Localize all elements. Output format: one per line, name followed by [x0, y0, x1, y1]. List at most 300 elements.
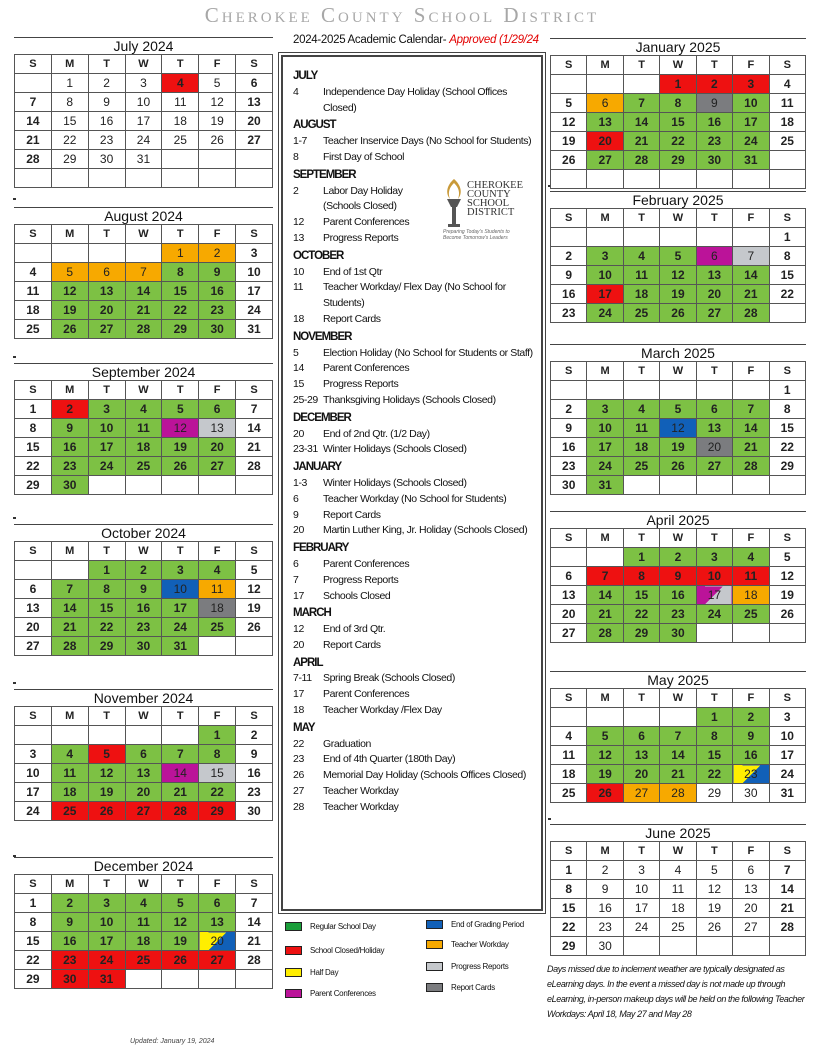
weekday-label: S: [15, 542, 52, 561]
weekday-label: T: [623, 362, 659, 381]
event-text: End of 1st Qtr: [323, 265, 383, 278]
empty-cell: [236, 476, 273, 495]
divider-mark: [548, 818, 551, 820]
day-cell: 15: [162, 282, 199, 301]
day-cell: 5: [199, 74, 236, 93]
day-cell: 1: [696, 708, 732, 727]
day-cell: 11: [551, 746, 587, 765]
month-title: June 2025: [550, 824, 806, 841]
empty-cell: [587, 548, 623, 567]
day-cell: 14: [162, 764, 199, 783]
day-cell: 19: [551, 132, 587, 151]
day-cell: 5: [236, 561, 273, 580]
day-cell: 28: [587, 624, 623, 643]
event-date: 12: [293, 216, 304, 229]
inclement-weather-note: Days missed due to inclement weather are typically designated as eLearning days. In the event a missed day is not made up through eLearning, in-person makeup days will be held on the following Teacher Workdays: April 18, May 27 and May 28: [547, 964, 805, 1019]
day-cell: 3: [696, 548, 732, 567]
month-title: July 2024: [14, 37, 273, 54]
day-cell: 29: [162, 320, 199, 339]
day-cell: 20: [15, 618, 52, 637]
weekday-label: F: [733, 529, 769, 548]
week-row: [551, 113, 806, 132]
event-item: [293, 573, 533, 589]
legend-swatch: [426, 940, 443, 949]
day-cell: 2: [199, 244, 236, 263]
day-cell: 27: [199, 951, 236, 970]
day-cell: 7: [587, 567, 623, 586]
day-cell: 11: [162, 93, 199, 112]
day-cell: 29: [769, 457, 805, 476]
weekday-label: T: [696, 689, 732, 708]
day-cell: 20: [125, 783, 162, 802]
legend-item-teacher-workday: Teacher Workday: [426, 940, 509, 949]
day-cell: 19: [162, 932, 199, 951]
day-cell: 29: [623, 624, 659, 643]
day-cell: 21: [660, 765, 696, 784]
week-row: [551, 457, 806, 476]
day-cell: 11: [660, 880, 696, 899]
day-cell: 8: [696, 727, 732, 746]
day-cell: 13: [587, 113, 623, 132]
day-cell: 5: [162, 894, 199, 913]
month-calendar-march-2025: [550, 344, 806, 495]
day-cell: 19: [199, 112, 236, 131]
event-text: Report Cards: [323, 508, 381, 521]
day-cell: 25: [51, 802, 88, 821]
empty-cell: [587, 381, 623, 400]
empty-cell: [236, 150, 273, 169]
empty-cell: [125, 476, 162, 495]
day-cell: 10: [15, 764, 52, 783]
day-cell: 3: [236, 244, 273, 263]
day-cell: 21: [623, 132, 659, 151]
day-cell: 21: [15, 131, 52, 150]
day-cell: 1: [623, 548, 659, 567]
event-text: Winter Holidays (Schools Closed): [323, 443, 467, 456]
day-cell: 17: [733, 113, 769, 132]
day-cell: 24: [623, 918, 659, 937]
day-cell: 26: [162, 951, 199, 970]
day-cell: 24: [587, 304, 623, 323]
month-grid: [14, 54, 273, 188]
event-text: Parent Conferences: [323, 362, 410, 375]
day-cell: 9: [551, 419, 587, 438]
day-cell: 3: [162, 561, 199, 580]
day-cell: 20: [623, 765, 659, 784]
day-cell: 28: [51, 637, 88, 656]
event-date: 18: [293, 312, 304, 325]
day-cell: 18: [51, 783, 88, 802]
weekday-label: F: [199, 875, 236, 894]
day-cell: 10: [125, 93, 162, 112]
day-cell: 24: [88, 457, 125, 476]
day-cell: 4: [125, 894, 162, 913]
day-cell: 6: [88, 263, 125, 282]
day-cell: 4: [125, 400, 162, 419]
weekday-label: T: [88, 875, 125, 894]
day-cell: 5: [551, 94, 587, 113]
empty-cell: [162, 150, 199, 169]
weekday-label: F: [733, 842, 769, 861]
weekday-label: T: [162, 55, 199, 74]
event-item: [293, 508, 533, 524]
event-text: Progress Reports: [323, 231, 399, 244]
empty-cell: [51, 169, 88, 188]
day-cell: 22: [696, 765, 732, 784]
day-cell: 30: [88, 150, 125, 169]
day-cell: 13: [199, 419, 236, 438]
day-cell: 16: [88, 112, 125, 131]
week-row: [15, 74, 273, 93]
day-cell: 2: [551, 400, 587, 419]
week-row: [551, 381, 806, 400]
week-row: [15, 783, 273, 802]
day-cell: 13: [236, 93, 273, 112]
day-cell: 26: [696, 918, 732, 937]
day-cell: 1: [88, 561, 125, 580]
event-text: Independence Day Holiday (School Offices Closed): [323, 85, 508, 114]
day-cell: 4: [199, 561, 236, 580]
academic-calendar-title: [293, 34, 553, 46]
month-title: December 2024: [14, 857, 273, 874]
day-cell: 9: [660, 567, 696, 586]
event-text: Parent Conferences: [323, 688, 410, 701]
day-cell: 24: [769, 765, 805, 784]
event-month-heading-february: FEBRUARY: [293, 542, 349, 555]
day-cell: 4: [51, 745, 88, 764]
weekday-label: S: [551, 362, 587, 381]
day-cell: 10: [88, 913, 125, 932]
weekday-label: S: [15, 381, 52, 400]
month-calendar-november-2024: [14, 689, 273, 821]
legend-item-end-of-grading-period: End of Grading Period: [426, 920, 524, 929]
day-cell: 10: [733, 94, 769, 113]
day-cell: 10: [769, 727, 805, 746]
day-cell: 9: [51, 913, 88, 932]
empty-cell: [15, 561, 52, 580]
event-text: Winter Holidays (Schools Closed): [323, 476, 467, 489]
day-cell: 18: [623, 438, 659, 457]
event-item: [293, 703, 533, 719]
day-cell: 13: [199, 913, 236, 932]
weekday-label: M: [587, 362, 623, 381]
month-title: April 2025: [550, 511, 806, 528]
weekday-label: S: [236, 381, 273, 400]
day-cell: 16: [51, 932, 88, 951]
weekday-label: T: [88, 707, 125, 726]
day-cell: 18: [769, 113, 805, 132]
weekday-label: M: [587, 689, 623, 708]
day-cell: 7: [769, 861, 805, 880]
event-text: Labor Day Holiday (Schools Closed): [323, 184, 403, 213]
day-cell: 19: [587, 765, 623, 784]
weekday-header-row: [551, 529, 806, 548]
day-cell: 4: [769, 75, 805, 94]
weekday-label: M: [51, 381, 88, 400]
day-cell: 17: [162, 599, 199, 618]
day-cell: 20: [236, 112, 273, 131]
empty-cell: [15, 74, 52, 93]
day-cell: 23: [660, 605, 696, 624]
legend-swatch: [285, 922, 302, 931]
day-cell: 20: [587, 132, 623, 151]
day-cell: 5: [162, 400, 199, 419]
day-cell: 7: [733, 400, 769, 419]
day-cell: 17: [88, 438, 125, 457]
day-cell: 8: [769, 247, 805, 266]
day-cell: 31: [88, 970, 125, 989]
weekday-header-row: [551, 56, 806, 75]
weekday-label: T: [696, 529, 732, 548]
day-cell: 22: [199, 783, 236, 802]
day-cell: 31: [733, 151, 769, 170]
month-title: May 2025: [550, 671, 806, 688]
day-cell: 2: [51, 894, 88, 913]
day-cell: 22: [769, 285, 805, 304]
day-cell: 15: [696, 746, 732, 765]
day-cell: 2: [551, 247, 587, 266]
divider-mark: [13, 517, 16, 519]
event-date: 20: [293, 638, 304, 651]
weekday-label: S: [236, 707, 273, 726]
day-cell: 27: [15, 637, 52, 656]
day-cell: 12: [162, 913, 199, 932]
event-date: 2: [293, 184, 299, 197]
day-cell: 10: [587, 419, 623, 438]
weekday-label: W: [125, 875, 162, 894]
month-calendar-june-2025: [550, 824, 806, 956]
day-cell: 28: [162, 802, 199, 821]
weekday-label: W: [660, 209, 696, 228]
day-cell: 8: [660, 94, 696, 113]
day-cell: 22: [15, 951, 52, 970]
legend-item-school-closed: School Closed/Holiday: [285, 946, 384, 955]
day-cell: 14: [623, 113, 659, 132]
day-cell: 17: [125, 112, 162, 131]
weekday-header-row: [15, 542, 273, 561]
day-cell: 20: [733, 899, 769, 918]
empty-cell: [696, 624, 732, 643]
day-cell: 8: [623, 567, 659, 586]
day-cell: 19: [88, 783, 125, 802]
event-item: [293, 589, 533, 605]
empty-cell: [125, 726, 162, 745]
day-cell: 25: [551, 784, 587, 803]
legend-swatch: [426, 920, 443, 929]
week-row: [15, 599, 273, 618]
day-cell: 18: [733, 586, 769, 605]
day-cell: 4: [15, 263, 52, 282]
day-cell: 11: [15, 282, 52, 301]
event-date: 20: [293, 427, 304, 440]
day-cell: 7: [660, 727, 696, 746]
event-text: Teacher Workday: [323, 785, 399, 798]
empty-cell: [236, 169, 273, 188]
weekday-label: T: [88, 55, 125, 74]
empty-cell: [623, 708, 659, 727]
weekday-header-row: [551, 842, 806, 861]
empty-cell: [88, 244, 125, 263]
event-text: Election Holiday (No School for Students or Staff): [323, 346, 533, 359]
event-date: 17: [293, 589, 304, 602]
day-cell: 7: [733, 247, 769, 266]
day-cell: 28: [125, 320, 162, 339]
legend-swatch: [426, 983, 443, 992]
day-cell: 7: [236, 894, 273, 913]
day-cell: 27: [587, 151, 623, 170]
event-item: [293, 492, 533, 508]
weekday-header-row: [15, 707, 273, 726]
event-item: [293, 768, 533, 784]
empty-cell: [15, 726, 52, 745]
day-cell: 10: [162, 580, 199, 599]
day-cell: 23: [199, 301, 236, 320]
empty-cell: [199, 637, 236, 656]
day-cell: 16: [125, 599, 162, 618]
week-row: [15, 802, 273, 821]
updated-date: Updated: January 19, 2024: [130, 1038, 215, 1045]
day-cell: 27: [696, 457, 732, 476]
empty-cell: [587, 708, 623, 727]
event-text: Parent Conferences: [323, 216, 410, 229]
day-cell: 21: [236, 438, 273, 457]
empty-cell: [660, 228, 696, 247]
day-cell: 22: [769, 438, 805, 457]
event-item: [293, 346, 533, 362]
day-cell: 21: [51, 618, 88, 637]
empty-cell: [551, 548, 587, 567]
district-logo: [441, 177, 531, 239]
event-item: [293, 393, 533, 409]
day-cell: 10: [696, 567, 732, 586]
day-cell: 27: [88, 320, 125, 339]
empty-cell: [733, 228, 769, 247]
event-item: [293, 638, 533, 654]
month-grid: [14, 541, 273, 656]
week-row: [551, 624, 806, 643]
week-row: [15, 476, 273, 495]
day-cell: 18: [623, 285, 659, 304]
day-cell: 25: [162, 131, 199, 150]
empty-cell: [769, 304, 805, 323]
day-cell: 2: [733, 708, 769, 727]
week-row: [551, 586, 806, 605]
week-row: [551, 419, 806, 438]
day-cell: 7: [236, 400, 273, 419]
week-row: [551, 567, 806, 586]
event-date: 6: [293, 557, 299, 570]
week-row: [15, 169, 273, 188]
week-row: [551, 132, 806, 151]
day-cell: 15: [51, 112, 88, 131]
weekday-label: M: [587, 56, 623, 75]
empty-cell: [162, 726, 199, 745]
week-row: [551, 304, 806, 323]
weekday-label: T: [696, 842, 732, 861]
weekday-label: M: [587, 842, 623, 861]
weekday-label: S: [551, 689, 587, 708]
day-cell: 18: [125, 932, 162, 951]
weekday-label: S: [769, 209, 805, 228]
month-grid: [14, 706, 273, 821]
event-text: Martin Luther King, Jr. Holiday (Schools Closed): [323, 524, 528, 537]
day-cell: 2: [587, 861, 623, 880]
day-cell: 15: [199, 764, 236, 783]
event-text: Schools Closed: [323, 589, 391, 602]
empty-cell: [623, 937, 659, 956]
day-cell: 28: [733, 304, 769, 323]
day-cell: 30: [236, 802, 273, 821]
week-row: [551, 746, 806, 765]
event-date: 8: [293, 150, 299, 163]
event-month-heading-september: SEPTEMBER: [293, 168, 356, 181]
month-calendar-december-2024: [14, 857, 273, 989]
day-cell: 30: [51, 476, 88, 495]
month-grid: [14, 380, 273, 495]
day-cell: 15: [623, 586, 659, 605]
day-cell: 28: [660, 784, 696, 803]
day-cell: 24: [236, 301, 273, 320]
day-cell: 17: [696, 586, 732, 605]
legend-item-regular-school-day: Regular School Day: [285, 922, 376, 931]
event-item: [293, 85, 533, 117]
event-date: 7-11: [293, 672, 312, 685]
day-cell: 16: [696, 113, 732, 132]
empty-cell: [51, 561, 88, 580]
day-cell: 9: [88, 93, 125, 112]
day-cell: 10: [236, 263, 273, 282]
day-cell: 6: [15, 580, 52, 599]
empty-cell: [696, 937, 732, 956]
day-cell: 19: [660, 438, 696, 457]
day-cell: 3: [88, 894, 125, 913]
week-row: [551, 400, 806, 419]
day-cell: 9: [236, 745, 273, 764]
day-cell: 14: [733, 419, 769, 438]
day-cell: 21: [733, 438, 769, 457]
weekday-label: T: [162, 707, 199, 726]
weekday-label: T: [162, 225, 199, 244]
empty-cell: [696, 381, 732, 400]
month-grid: [14, 874, 273, 989]
month-calendar-february-2025: [550, 191, 806, 323]
day-cell: 22: [162, 301, 199, 320]
day-cell: 28: [236, 457, 273, 476]
month-title: October 2024: [14, 524, 273, 541]
day-cell: 23: [696, 132, 732, 151]
day-cell: 11: [125, 419, 162, 438]
day-cell: 12: [696, 880, 732, 899]
day-cell: 3: [587, 400, 623, 419]
day-cell: 17: [88, 932, 125, 951]
weekday-label: F: [199, 55, 236, 74]
event-text: Progress Reports: [323, 378, 399, 391]
weekday-label: T: [88, 381, 125, 400]
day-cell: 16: [551, 438, 587, 457]
day-cell: 23: [88, 131, 125, 150]
day-cell: 14: [236, 913, 273, 932]
weekday-label: T: [623, 842, 659, 861]
empty-cell: [733, 381, 769, 400]
empty-cell: [660, 476, 696, 495]
weekday-label: F: [733, 56, 769, 75]
event-text: Memorial Day Holiday (Schools Offices Closed): [323, 769, 526, 782]
weekday-label: S: [15, 707, 52, 726]
event-item: [293, 134, 533, 150]
event-date: 17: [293, 688, 304, 701]
event-month-heading-april: APRIL: [293, 656, 323, 669]
week-row: [15, 970, 273, 989]
